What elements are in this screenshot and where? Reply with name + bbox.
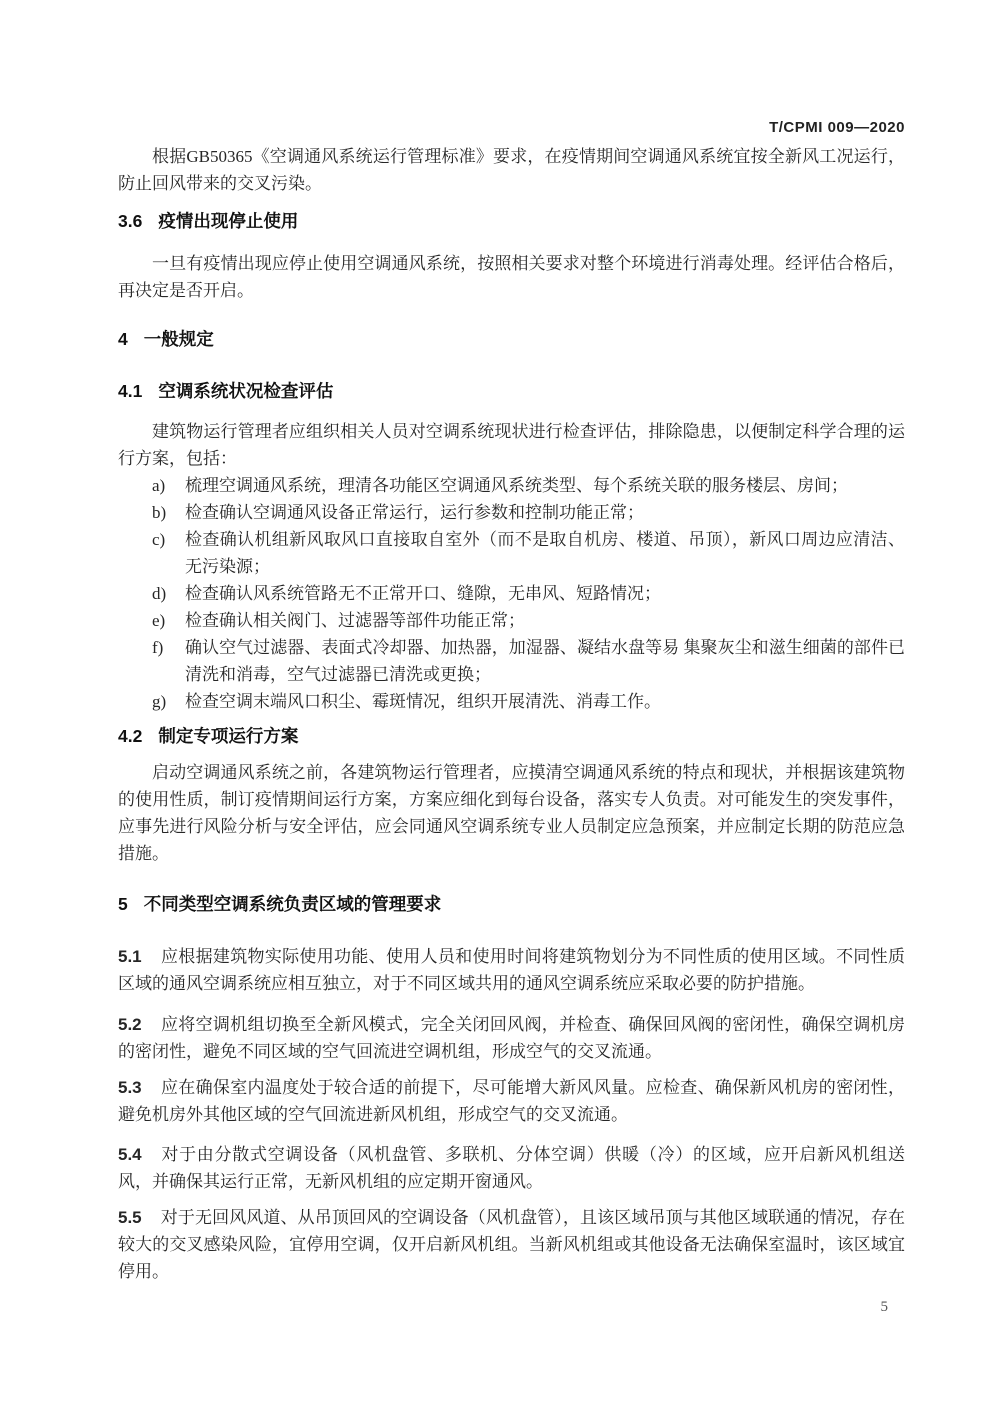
list-item-a-text: 梳理空调通风系统，理清各功能区空调通风系统类型、每个系统关联的服务楼层、房间； <box>185 476 848 495</box>
list-item-c <box>118 526 905 580</box>
list-item-d <box>118 580 905 607</box>
heading-4-2-number: 4.2 <box>118 726 143 746</box>
list-item-g <box>118 688 905 715</box>
list-item-e-label: e) <box>152 611 166 630</box>
heading-4-title: 一般规定 <box>143 329 214 349</box>
list-item-e <box>118 607 905 634</box>
list-item-f-text: 确认空气过滤器、表面式冷却器、加热器，加湿器、凝结水盘等易 集聚灰尘和滋生细菌的部件已清洗和消毒，空气过滤器已清洗或更换； <box>185 638 905 684</box>
list-item-b <box>118 499 905 526</box>
clause-5-4-number: 5.4 <box>118 1145 142 1164</box>
list-item-c-text: 检查确认机组新风取风口直接取自室外（而不是取自机房、楼道、吊顶），新风口周边应清洁、无污染源； <box>185 530 905 576</box>
list-item-d-label: d) <box>152 584 167 603</box>
heading-3-6-number: 3.6 <box>118 211 143 231</box>
clause-5-2-number: 5.2 <box>118 1015 142 1034</box>
heading-4-1 <box>118 378 905 404</box>
heading-4-2-title: 制定专项运行方案 <box>158 726 299 746</box>
page-number: 5 <box>880 1299 888 1315</box>
heading-5 <box>118 891 905 917</box>
heading-5-title: 不同类型空调系统负责区域的管理要求 <box>143 894 442 914</box>
list-item-a-label: a) <box>152 476 166 495</box>
heading-5-number: 5 <box>118 894 128 914</box>
list-item-f <box>118 634 905 688</box>
list-item-f-label: f) <box>152 638 164 657</box>
clause-5-2-text: 应将空调机组切换至全新风模式，完全关闭回风阀，并检查、确保回风阀的密闭性，确保空调机房的密闭性，避免不同区域的空气回流进空调机组，形成空气的交叉流通。 <box>118 1015 905 1061</box>
clause-5-4 <box>118 1141 905 1195</box>
list-item-g-text: 检查空调末端风口积尘、霉斑情况，组织开展清洗、消毒工作。 <box>185 692 661 711</box>
clause-5-5-text: 对于无回风风道、从吊顶回风的空调设备（风机盘管），且该区域吊顶与其他区域联通的情况，存在较大的交叉感染风险，宜停用空调，仅开启新风机组。当新风机组或其他设备无法确保室温时，该区域宜停用。 <box>118 1208 905 1281</box>
heading-4-2 <box>118 723 905 749</box>
heading-4-1-number: 4.1 <box>118 381 143 401</box>
clause-5-3 <box>118 1074 905 1128</box>
list-item-c-label: c) <box>152 530 166 549</box>
paragraph-4-2: 启动空调通风系统之前，各建筑物运行管理者，应摸清空调通风系统的特点和现状，并根据该建筑物的使用性质，制订疫情期间运行方案，方案应细化到每台设备，落实专人负责。对可能发生的突发事件，应事先进行风险分析与安全评估，应会同通风空调系统专业人员制定应急预案，并应制定长期的防范应急措施。 <box>118 763 905 863</box>
paragraph-4-1: 建筑物运行管理者应组织相关人员对空调系统现状进行检查评估，排除隐患，以便制定科学合理的运行方案，包括： <box>118 422 905 468</box>
clause-5-5 <box>118 1204 905 1285</box>
paragraph-intro: 根据GB50365《空调通风系统运行管理标准》要求，在疫情期间空调通风系统宜按全新风工况运行，防止回风带来的交叉污染。 <box>118 147 905 193</box>
heading-4-number: 4 <box>118 329 128 349</box>
clause-5-1-text: 应根据建筑物实际使用功能、使用人员和使用时间将建筑物划分为不同性质的使用区域。不同性质区域的通风空调系统应相互独立，对于不同区域共用的通风空调系统应采取必要的防护措施。 <box>118 947 905 993</box>
checklist-4-1 <box>118 472 905 715</box>
list-item-e-text: 检查确认相关阀门、过滤器等部件功能正常； <box>185 611 525 630</box>
clause-5-4-text: 对于由分散式空调设备（风机盘管、多联机、分体空调）供暖（冷）的区域，应开启新风机组送风，并确保其运行正常，无新风机组的应定期开窗通风。 <box>118 1145 905 1191</box>
heading-4-1-title: 空调系统状况检查评估 <box>158 381 334 401</box>
heading-4 <box>118 326 905 352</box>
heading-3-6-title: 疫情出现停止使用 <box>158 211 299 231</box>
clause-5-3-text: 应在确保室内温度处于较合适的前提下，尽可能增大新风风量。应检查、确保新风机房的密闭性，避免机房外其他区域的空气回流进新风机组，形成空气的交叉流通。 <box>118 1078 905 1124</box>
list-item-a <box>118 472 905 499</box>
heading-3-6 <box>118 208 905 234</box>
list-item-d-text: 检查确认风系统管路无不正常开口、缝隙，无串风、短路情况； <box>185 584 661 603</box>
clause-5-1-number: 5.1 <box>118 947 142 966</box>
paragraph-3-6: 一旦有疫情出现应停止使用空调通风系统，按照相关要求对整个环境进行消毒处理。经评估合格后，再决定是否开启。 <box>118 254 905 300</box>
clause-5-2 <box>118 1011 905 1065</box>
header-doc-code: T/CPMI 009—2020 <box>769 119 905 136</box>
clause-5-3-number: 5.3 <box>118 1078 142 1097</box>
list-item-b-label: b) <box>152 503 167 522</box>
clause-5-5-number: 5.5 <box>118 1208 142 1227</box>
list-item-g-label: g) <box>152 692 167 711</box>
list-item-b-text: 检查确认空调通风设备正常运行，运行参数和控制功能正常； <box>185 503 644 522</box>
clause-5-1 <box>118 943 905 997</box>
